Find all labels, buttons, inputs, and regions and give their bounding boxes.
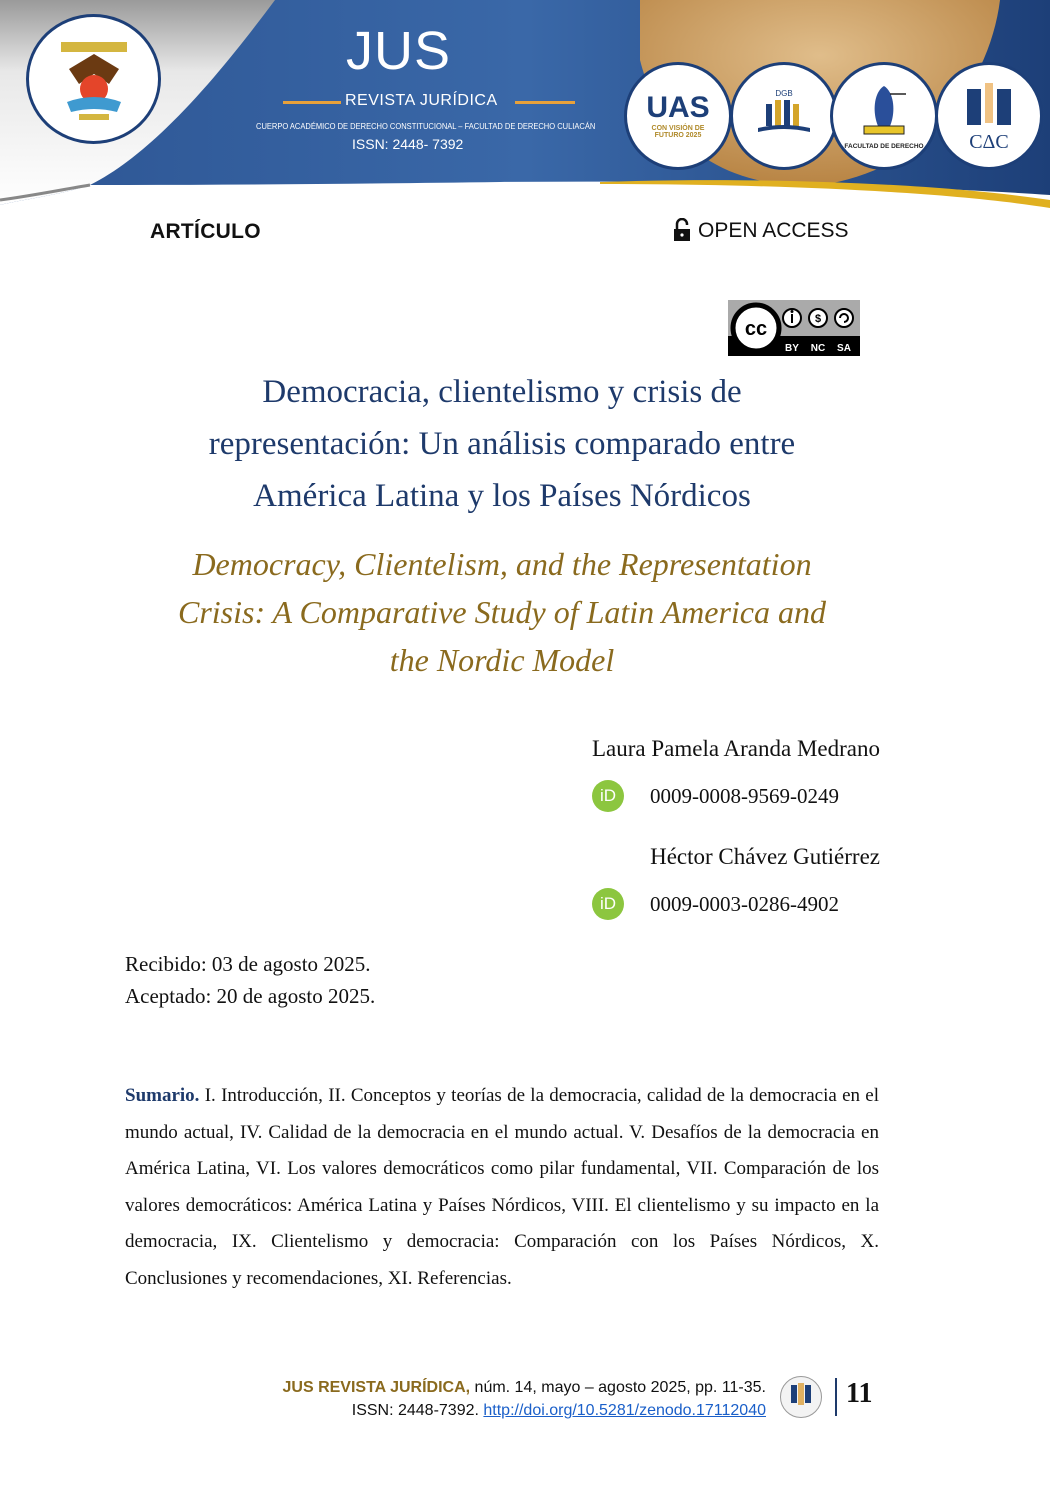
- cc-nc-label: NC: [810, 343, 826, 354]
- citation-block: [283, 1376, 767, 1422]
- title-english: [100, 540, 904, 684]
- orcid-number[interactable]: 0009-0008-9569-0249: [650, 783, 839, 808]
- decorative-line: [283, 101, 341, 104]
- accepted-date: Aceptado: 20 de agosto 2025.: [125, 984, 376, 1008]
- eagle-emblem-icon: [49, 34, 139, 124]
- svg-text:$: $: [814, 313, 822, 325]
- article-type: ARTÍCULO: [150, 220, 261, 243]
- cac-footer-logo: [780, 1376, 822, 1418]
- orcid-number[interactable]: 0009-0003-0286-4902: [650, 891, 839, 916]
- justice-figure-icon: [854, 82, 914, 138]
- uas-logo: UAS CON VISIÓN DE FUTURO 2025: [624, 62, 732, 170]
- cc-by-label: BY: [785, 343, 799, 354]
- book-icon: [754, 98, 814, 138]
- summary: [125, 1078, 879, 1297]
- title-es-line: América Latina y los Países Nórdicos: [253, 478, 751, 514]
- author-name: Héctor Chávez Gutiérrez: [650, 844, 880, 869]
- summary-label: Sumario.: [125, 1085, 200, 1106]
- cac-logo: CΔC: [935, 62, 1043, 170]
- uas-seal-logo: [26, 14, 161, 144]
- facultad-derecho-logo: FACULTAD DE DERECHO: [830, 62, 938, 170]
- journal-banner: [0, 0, 1050, 215]
- author-orcid[interactable]: [592, 888, 839, 920]
- author-name: Laura Pamela Aranda Medrano: [591, 736, 880, 761]
- received-date: Recibido: 03 de agosto 2025.: [125, 952, 371, 976]
- open-lock-icon: [672, 218, 692, 242]
- decorative-line: [515, 101, 575, 104]
- cc-by-nc-sa-icon[interactable]: [728, 300, 860, 356]
- title-es-line: representación: Un análisis comparado entre: [208, 426, 796, 462]
- title-en-line: the Nordic Model: [389, 642, 615, 678]
- journal-title: JUS: [346, 21, 452, 81]
- cc-text: cc: [744, 318, 768, 340]
- page-number: 11: [846, 1378, 873, 1409]
- footer-separator: [835, 1378, 837, 1416]
- orcid-icon[interactable]: iD: [592, 780, 624, 812]
- footer-issn: ISSN: 2448-7392.: [351, 1402, 484, 1419]
- author-orcid[interactable]: [592, 780, 839, 812]
- academic-body: CUERPO ACADÉMICO DE DERECHO CONSTITUCIONAL – FACULTAD DE DERECHO CULIACÁN: [256, 122, 596, 131]
- orcid-icon[interactable]: iD: [592, 888, 624, 920]
- title-spanish: [100, 366, 904, 522]
- banner-issn: ISSN: 2448- 7392: [352, 136, 464, 152]
- dgb-logo: DGB: [730, 62, 838, 170]
- open-access-label: OPEN ACCESS: [698, 219, 849, 242]
- cc-sa-label: SA: [837, 343, 851, 354]
- summary-text: I. Introducción, II. Conceptos y teorías de la democracia, calidad de la democracia en el mundo actual, IV. Calidad de la democracia en el mundo actual. V. Desafíos de la democracia en América Latina, VI. Los valores democráticos como pilar fundamental, VII. Comparación de los valores democráticos: América Latina y Países Nórdicos, VIII. El clientelismo y su impacto en la democracia, IX. Clientelismo y democracia: Comparación con los Países Nórdicos, X. Conclusiones y recomendaciones, XI. Referencias.: [125, 1085, 879, 1289]
- title-en-line: Democracy, Clientelism, and the Representation: [192, 546, 812, 582]
- footer-journal-name: JUS REVISTA JURÍDICA,: [282, 1379, 471, 1396]
- open-access-badge: [672, 218, 849, 242]
- title-es-line: Democracia, clientelismo y crisis de: [262, 374, 742, 410]
- title-en-line: Crisis: A Comparative Study of Latin America and: [177, 594, 826, 630]
- scales-icon: [963, 81, 1015, 127]
- article-dates: [125, 948, 375, 1012]
- page-footer: [190, 1374, 890, 1424]
- doi-link[interactable]: http://doi.org/10.5281/zenodo.17112040: [483, 1402, 766, 1419]
- footer-citation: núm. 14, mayo – agosto 2025, pp. 11-35.: [470, 1379, 766, 1396]
- journal-subtitle: REVISTA JURÍDICA: [345, 92, 498, 109]
